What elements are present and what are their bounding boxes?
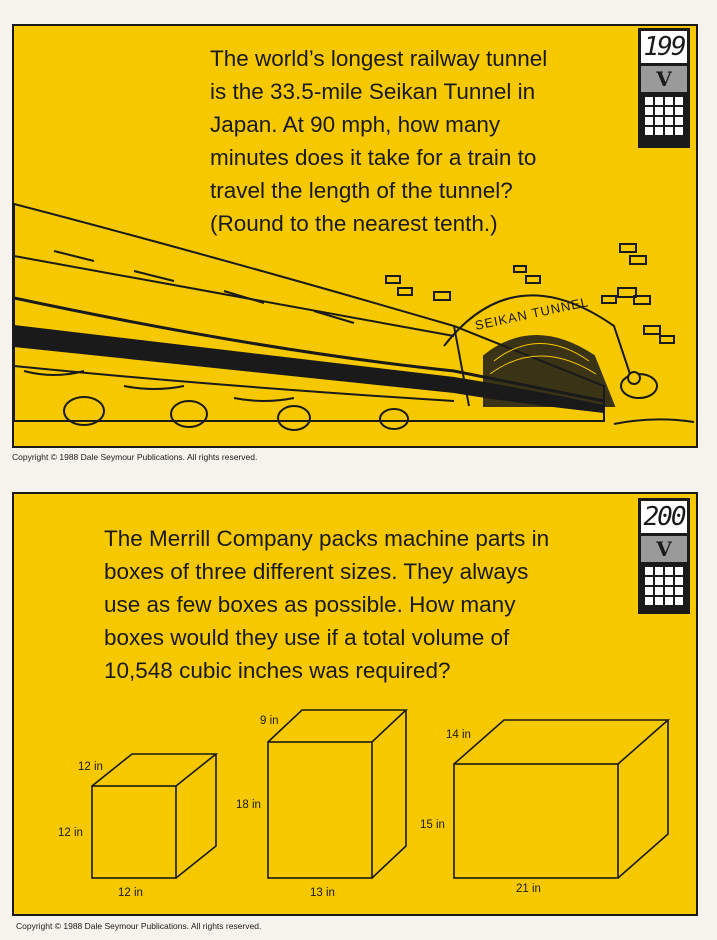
question-text — [210, 42, 630, 240]
problem-card-199 — [12, 24, 698, 448]
question-line: boxes would they use if a total volume of — [104, 625, 510, 650]
copyright-notice: Copyright © 1988 Dale Seymour Publications. All rights reserved. — [16, 921, 262, 931]
tunnel-sign-text: SEIKAN TUNNEL — [473, 294, 591, 333]
box2-bottom-label: 13 in — [310, 887, 335, 899]
boxes-diagram — [14, 494, 700, 918]
box3-side-label: 15 in — [420, 819, 445, 831]
question-line: The world’s longest railway tunnel — [210, 46, 548, 71]
question-line: (Round to the nearest tenth.) — [210, 211, 498, 236]
question-line: 10,548 cubic inches was required? — [104, 658, 451, 683]
question-line: The Merrill Company packs machine parts in — [104, 526, 550, 551]
level-icon: V — [641, 66, 687, 92]
box1-top-label: 12 in — [78, 761, 103, 773]
box2-side-label: 18 in — [236, 799, 261, 811]
question-line: travel the length of the tunnel? — [210, 178, 513, 203]
box1-side-label: 12 in — [58, 827, 83, 839]
box3-top-label: 14 in — [446, 729, 471, 741]
question-line: minutes does it take for a train to — [210, 145, 537, 170]
level-icon: V — [641, 536, 687, 562]
card-number: 200 — [641, 501, 687, 533]
calculator-icon — [641, 567, 687, 605]
box-tall — [268, 710, 406, 878]
box-large — [454, 720, 668, 878]
question-line: boxes of three different sizes. They always — [104, 559, 529, 584]
box1-bottom-label: 12 in — [118, 887, 143, 899]
box2-top-label: 9 in — [260, 715, 279, 727]
card-number-badge — [638, 28, 690, 148]
problem-card-200 — [12, 492, 698, 916]
question-line: Japan. At 90 mph, how many — [210, 112, 501, 137]
card-number: 199 — [641, 31, 687, 63]
box-small-cube — [92, 754, 216, 878]
question-line: use as few boxes as possible. How many — [104, 592, 516, 617]
card-number-badge — [638, 498, 690, 614]
question-line: is the 33.5-mile Seikan Tunnel in — [210, 79, 536, 104]
calculator-icon — [641, 97, 687, 135]
box3-bottom-label: 21 in — [516, 883, 541, 895]
copyright-notice: Copyright © 1988 Dale Seymour Publications. All rights reserved. — [12, 452, 258, 462]
